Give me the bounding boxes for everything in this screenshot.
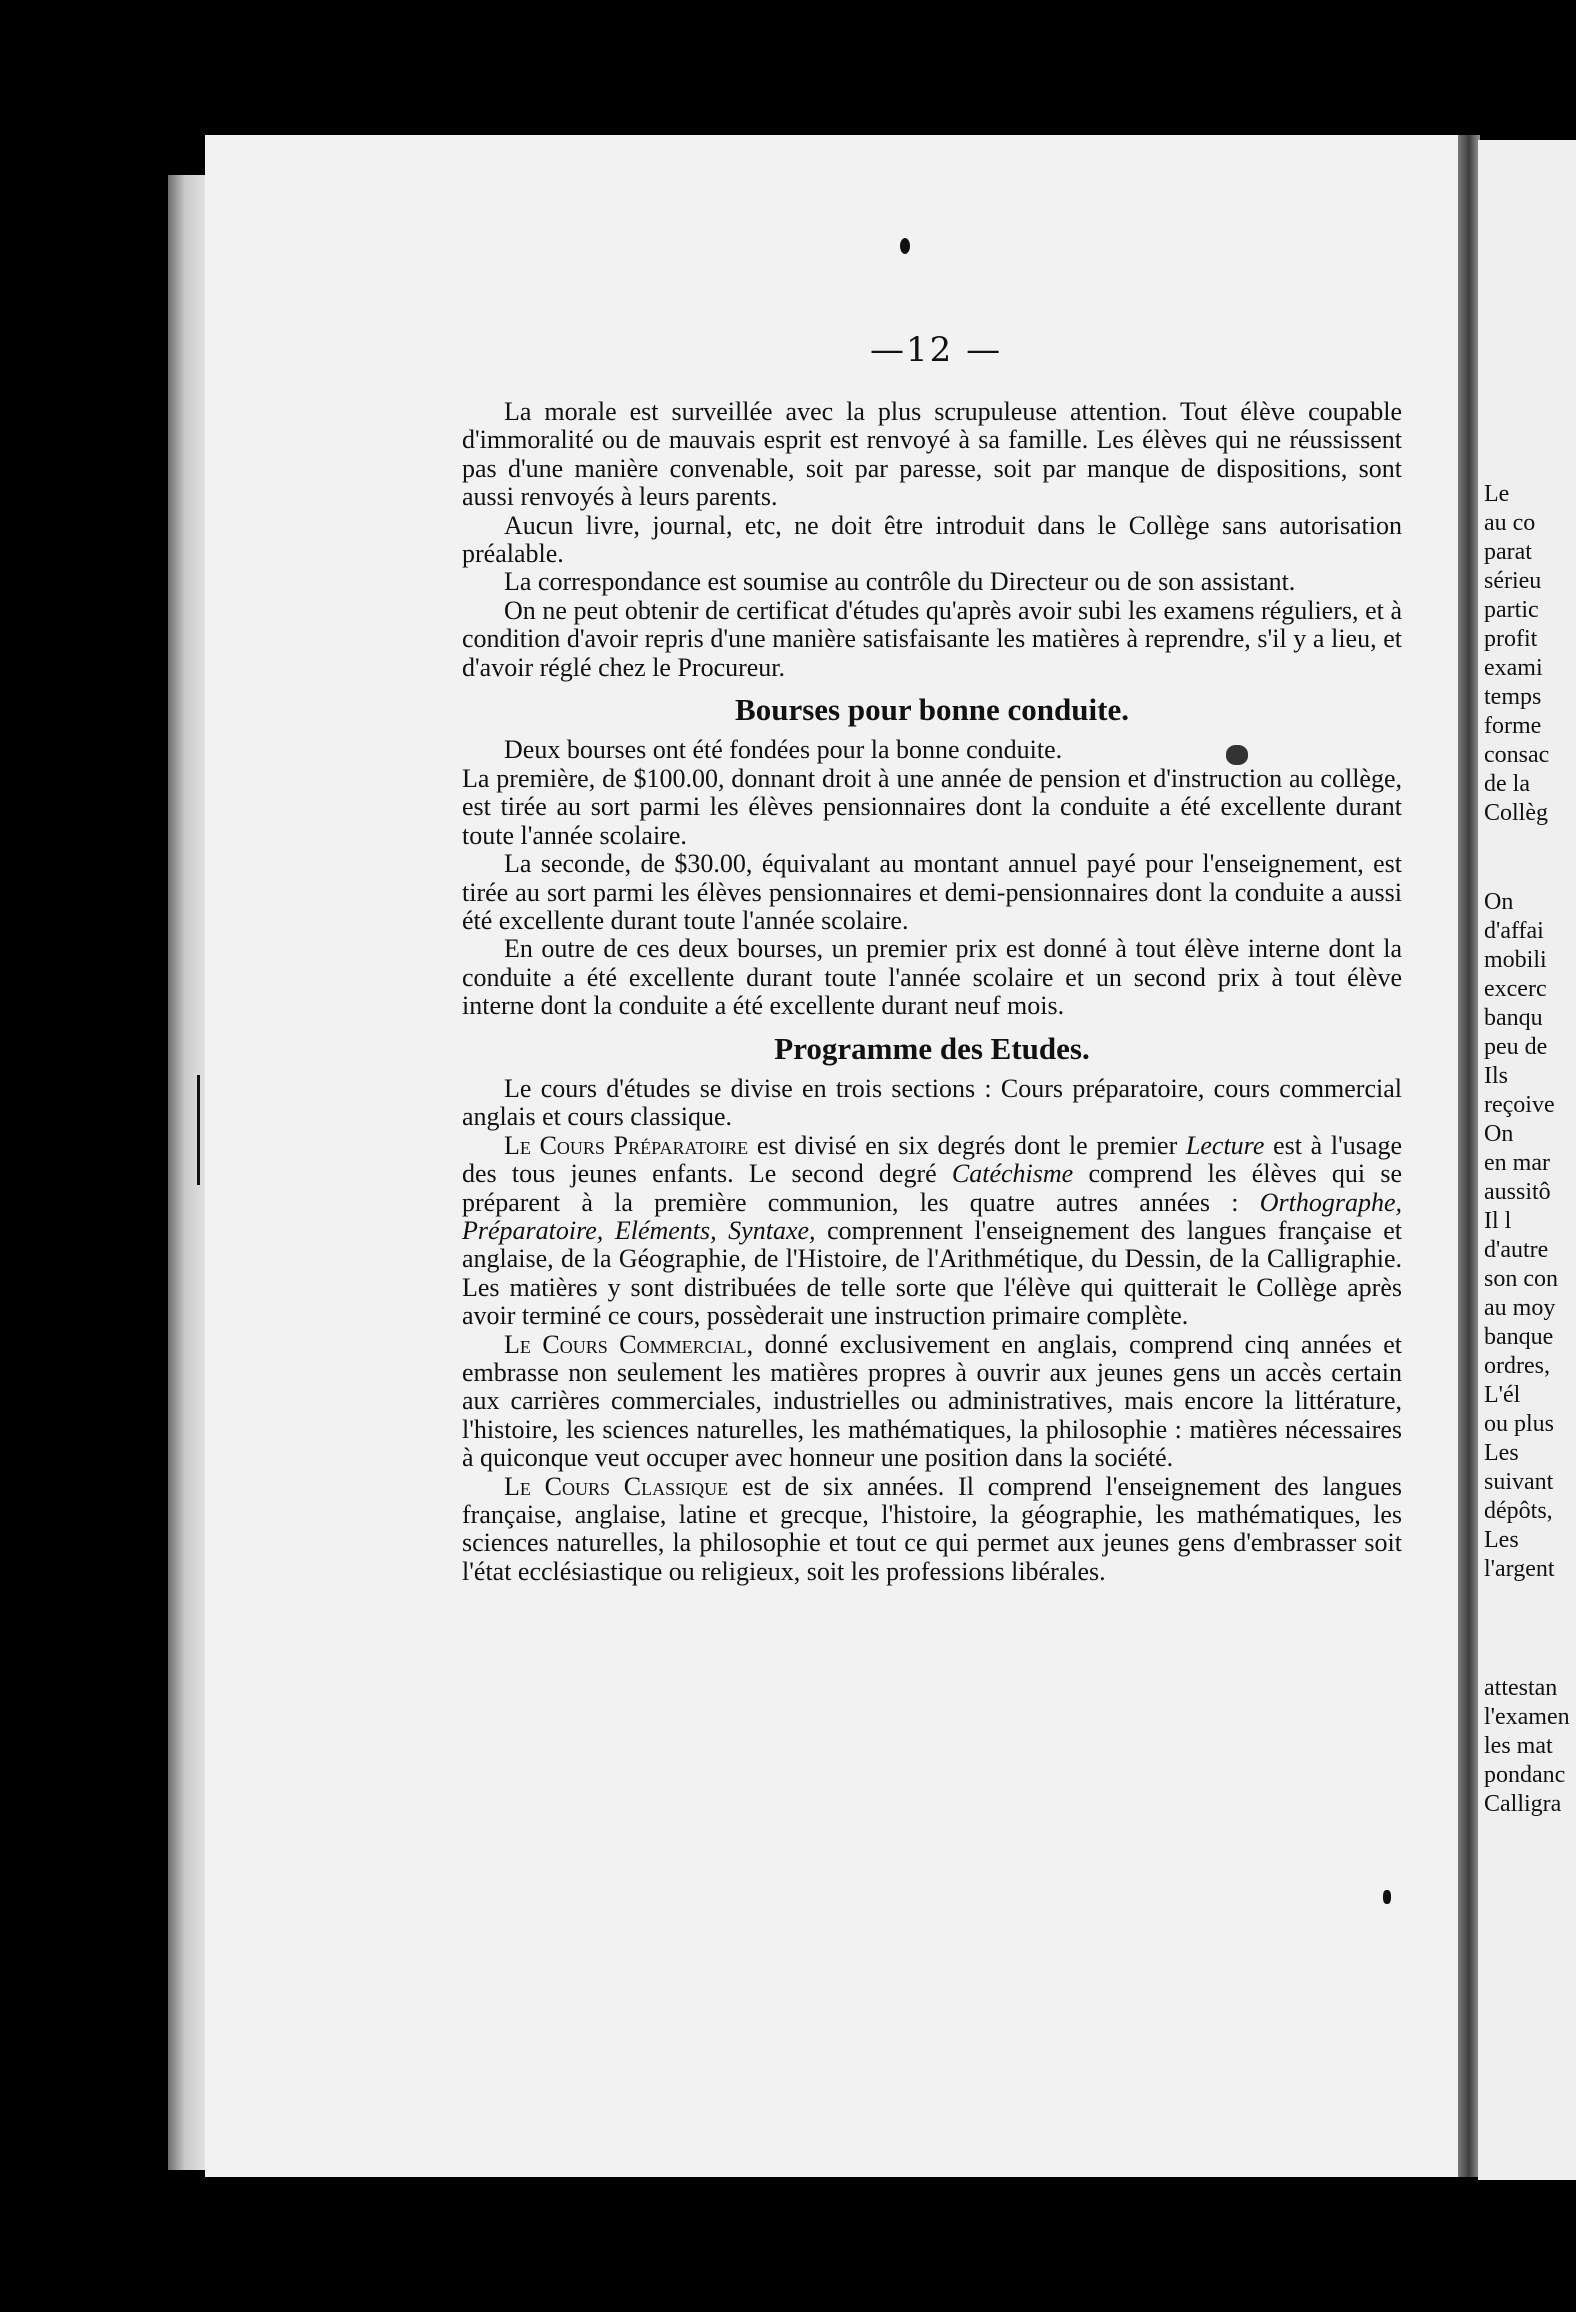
paragraph-cours-classique xyxy=(462,1473,1402,1587)
term-cours-preparatoire: Le Cours Préparatoire xyxy=(504,1130,749,1160)
text-run: est de six années. Il comprend l'enseignement des langues française, anglaise, latine et grecque, l'histoire, la géographie, les mathématiques, les sciences naturelles, la philosophie et tout ce qui permet aux jeunes gens d'embrasser soit l'état ecclésiastique ou religieux, soit les professions libérales. xyxy=(462,1471,1402,1586)
facing-line: au moy xyxy=(1484,1295,1556,1321)
facing-line: pondanc xyxy=(1484,1762,1566,1788)
paragraph-premiere-bourse: La première, de $100.00, donnant droit à une année de pension et d'instruction au collège, est tirée au sort parmi les élèves pensionnaires dont la conduite a été excellente durant toute l'année scolaire. xyxy=(462,763,1402,850)
book-gutter xyxy=(1458,135,1480,2177)
facing-line: ou plus xyxy=(1484,1411,1555,1437)
text-run: est à l'usage des tous jeunes enfants. Le second degré xyxy=(462,1130,1402,1189)
facing-line: en mar xyxy=(1484,1150,1550,1176)
scan-speck xyxy=(1383,1890,1391,1904)
paragraph-cours-preparatoire xyxy=(462,1132,1402,1331)
text-run: est divisé en six degrés dont le premier xyxy=(748,1130,1186,1160)
facing-line: sérieu xyxy=(1484,568,1542,594)
facing-line: banqu xyxy=(1484,1005,1543,1031)
page-number: —12 — xyxy=(870,330,1003,370)
facing-line: Ils xyxy=(1484,1063,1508,1089)
facing-line: attestan xyxy=(1484,1675,1558,1701)
facing-line: On xyxy=(1484,1121,1514,1147)
facing-line: suivant xyxy=(1484,1469,1554,1495)
facing-gap xyxy=(1484,828,1576,888)
facing-line: consac xyxy=(1484,742,1550,768)
facing-line: parat xyxy=(1484,539,1532,565)
facing-line: reçoive xyxy=(1484,1092,1555,1118)
facing-line: Il l xyxy=(1484,1208,1512,1234)
margin-mark xyxy=(197,1075,200,1185)
facing-line: d'autre xyxy=(1484,1237,1549,1263)
facing-line: Calligra xyxy=(1484,1791,1562,1817)
facing-line: de la xyxy=(1484,771,1530,797)
paragraph-morale: La morale est surveillée avec la plus scrupuleuse attention. Tout élève coupable d'immoralité ou de mauvais esprit est renvoyé à sa famille. Les élèves qui ne réussissent pas d'une manière convenable, soit par paresse, soit par manque de dispositions, sont aussi renvoyés à leurs parents. xyxy=(462,397,1402,512)
facing-line: l'argent xyxy=(1484,1556,1555,1582)
facing-line: banque xyxy=(1484,1324,1554,1350)
term-lecture: Lecture xyxy=(1185,1130,1265,1160)
facing-line: temps xyxy=(1484,684,1542,710)
text-run: donné exclusivement en anglais, comprend cinq années et embrasse non seulement les matières propres à ouvrir aux jeunes gens un accès certain aux carrières commerciales, industrielles ou administratives, mais encore la littérature, l'histoire, les sciences naturelles, les mathématiques, la philosophie : matières nécessaires à quiconque veut occuper avec honneur une position dans la société. xyxy=(462,1329,1402,1473)
facing-line: exami xyxy=(1484,655,1543,681)
facing-line: les mat xyxy=(1484,1733,1553,1759)
facing-line: Le xyxy=(1484,481,1510,507)
term-annees: Orthographe, Préparatoire, Eléments, Syntaxe, xyxy=(462,1187,1402,1245)
facing-page-text xyxy=(1484,480,1576,1819)
facing-line: Les xyxy=(1484,1440,1519,1466)
paragraph-bourses-intro: Deux bourses ont été fondées pour la bonne conduite. xyxy=(504,735,1063,765)
scan-speck xyxy=(900,238,910,254)
facing-line: d'affai xyxy=(1484,918,1544,944)
facing-line: son con xyxy=(1484,1266,1558,1292)
paragraph-correspondance: La correspondance est soumise au contrôle du Directeur ou de son assistant. xyxy=(504,567,1296,597)
heading-programme: Programme des Etudes. xyxy=(774,1030,1090,1066)
paragraph-certificat: On ne peut obtenir de certificat d'études qu'après avoir subi les examens réguliers, et à condition d'avoir repris d'une manière satisfaisante les matières à reprendre, s'il y a lieu, et d'avoir réglé chez le Procureur. xyxy=(462,595,1402,682)
facing-line: partic xyxy=(1484,597,1539,623)
facing-line: Collèg xyxy=(1484,800,1548,826)
facing-line: excerc xyxy=(1484,976,1547,1002)
term-cours-classique: Le Cours Classique xyxy=(504,1471,729,1501)
text-run: comprennent l'enseignement des langues française et anglaise, de la Géographie, de l'Histoire, de l'Arithmétique, du Dessin, de la Calligraphie. Les matières y sont distribuées de telle sorte que l'élève qui quitterait le Collège après avoir terminé ce cours, possèderait une instruction primaire complète. xyxy=(462,1215,1402,1331)
facing-line: On xyxy=(1484,889,1514,915)
facing-line: dépôts, xyxy=(1484,1498,1553,1524)
facing-line: l'examen xyxy=(1484,1704,1570,1730)
book-spine-edge xyxy=(168,175,210,2170)
paragraph-prix: En outre de ces deux bourses, un premier prix est donné à tout élève interne dont la conduite a été excellente durant toute l'année scolaire et un second prix à tout élève interne dont la conduite a été excellente durant neuf mois. xyxy=(462,934,1402,1021)
page-body xyxy=(462,398,1402,1586)
facing-line: aussitô xyxy=(1484,1179,1551,1205)
facing-line: ordres, xyxy=(1484,1353,1550,1379)
term-cours-commercial: Le Cours Commercial, xyxy=(504,1329,754,1359)
facing-gap xyxy=(1484,1584,1576,1674)
term-catechisme: Catéchisme xyxy=(951,1159,1074,1189)
facing-line: forme xyxy=(1484,713,1542,739)
heading-bourses: Bourses pour bonne conduite. xyxy=(735,692,1129,728)
facing-line: profit xyxy=(1484,626,1538,652)
facing-line: au co xyxy=(1484,510,1536,536)
facing-line: peu de xyxy=(1484,1034,1548,1060)
text-run: comprend les élèves qui se préparent à la première communion, les quatre autres années : xyxy=(462,1159,1402,1217)
facing-line: L'él xyxy=(1484,1382,1521,1408)
paragraph-livres: Aucun livre, journal, etc, ne doit être introduit dans le Collège sans autorisation préalable. xyxy=(462,510,1402,569)
paragraph-seconde-bourse: La seconde, de $30.00, équivalant au montant annuel payé pour l'enseignement, est tirée au sort parmi les élèves pensionnaires et demi-pensionnaires dont la conduite a aussi été excellente durant toute l'année scolaire. xyxy=(462,849,1402,935)
facing-line: mobili xyxy=(1484,947,1547,973)
facing-line: Les xyxy=(1484,1527,1519,1553)
paragraph-cours-commercial xyxy=(462,1331,1402,1473)
paragraph-sections: Le cours d'études se divise en trois sections : Cours préparatoire, cours commercial anglais et cours classique. xyxy=(462,1073,1402,1132)
